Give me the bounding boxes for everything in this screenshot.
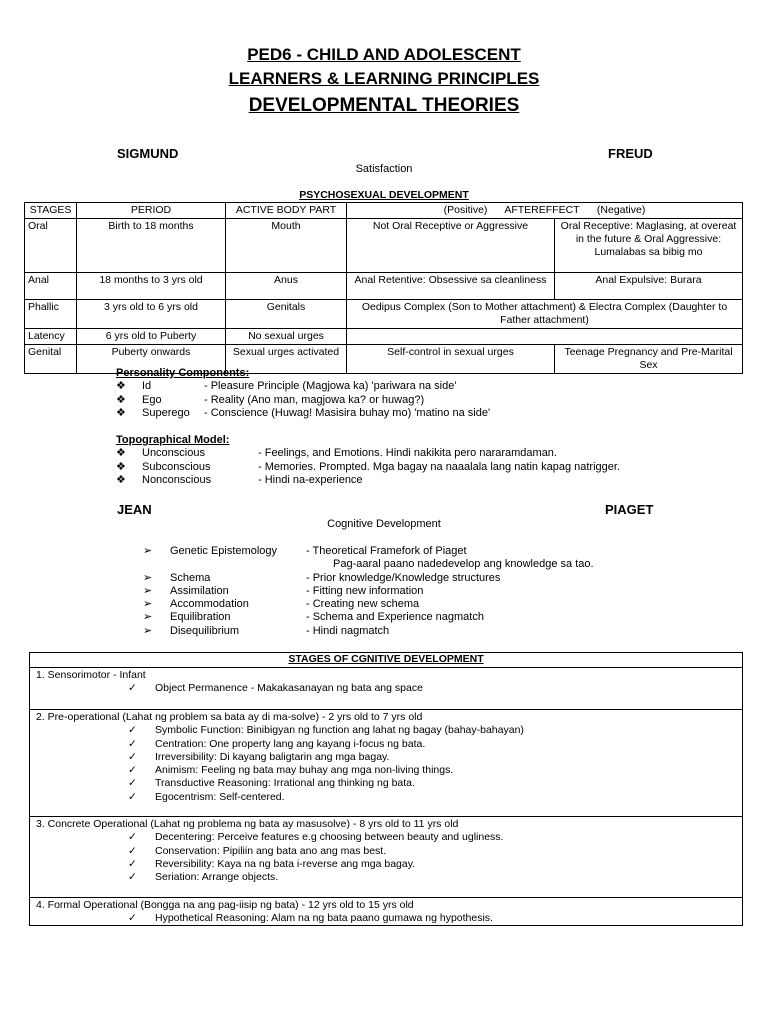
description: - Prior knowledge/Knowledge structures	[306, 571, 501, 584]
description: - Hindi na-experience	[258, 473, 363, 486]
list-item	[143, 545, 594, 558]
arrow-bullet-icon: ➢	[143, 624, 153, 637]
stage-title: 1. Sensorimotor - Infant	[36, 669, 146, 681]
header-cell: ACTIVE BODY PART	[226, 203, 347, 219]
stage-section	[30, 817, 742, 898]
psychosexual-table	[24, 202, 743, 374]
list-item	[143, 572, 594, 585]
doc-title-line3: DEVELOPMENTAL THEORIES	[248, 95, 520, 116]
table-cell: No sexual urges	[226, 329, 347, 345]
cognitive-stages-table	[29, 652, 743, 926]
list-item	[143, 625, 594, 638]
table-cell: Genital	[25, 345, 77, 374]
term: Ego	[142, 393, 162, 406]
check-icon: ✓	[128, 682, 137, 695]
table-row	[25, 300, 743, 329]
term: Subconscious	[142, 460, 211, 473]
stage-item	[36, 724, 742, 737]
doc-title-line1: PED6 - CHILD AND ADOLESCENT	[247, 45, 521, 64]
description: - Feelings, and Emotions. Hindi nakikita pero nararamdaman.	[258, 447, 557, 460]
description: - Reality (Ano man, magjowa ka? or huwag?)	[204, 393, 425, 406]
table-cell: Anal Expulsive: Burara	[555, 273, 743, 300]
term: Equilibration	[170, 611, 231, 624]
diamond-bullet-icon: ❖	[116, 380, 126, 393]
stage-item	[36, 871, 742, 884]
theorist-first-name: SIGMUND	[117, 146, 179, 161]
stage-item-text: Conservation: Pipiliin ang bata ano ang mas best.	[155, 844, 387, 857]
description: - Conscience (Huwag! Masisira buhay mo) 'matino na side'	[204, 406, 491, 419]
table-cell: 6 yrs old to Puberty	[77, 329, 226, 345]
stage-item	[36, 858, 742, 871]
term: Assimilation	[170, 584, 229, 597]
stage-section	[30, 668, 742, 710]
stage-item-text: Hypothetical Reasoning: Alam na ng bata paano gumawa ng hypothesis.	[155, 912, 493, 925]
term: Accommodation	[170, 598, 249, 611]
piaget-terms	[143, 545, 594, 638]
term: Id	[142, 380, 152, 393]
stage-item-text: Symbolic Function: Binibigyan ng function ang lahat ng bagay (bahay-bahayan)	[155, 724, 524, 737]
stage-item	[36, 912, 742, 925]
stage-section	[30, 898, 742, 925]
description: - Memories. Prompted. Mga bagay na naaalala lang natin kapag natrigger.	[258, 460, 620, 473]
stage-item	[36, 831, 742, 844]
term: Disequilibrium	[170, 624, 240, 637]
table-title: PSYCHOSEXUAL DEVELOPMENT	[299, 189, 469, 201]
list-item	[116, 447, 620, 460]
term: Schema	[170, 571, 211, 584]
arrow-bullet-icon: ➢	[143, 571, 153, 584]
list-item	[116, 407, 490, 420]
table-cell: Oral Receptive: Maglasing, at overeat in the future & Oral Aggressive: Lumalabas sa bibig mo	[555, 219, 743, 273]
stage-item-text: Irreversibility: Di kayang baligtarin ang mga bagay.	[155, 750, 390, 763]
diamond-bullet-icon: ❖	[116, 447, 126, 460]
diamond-bullet-icon: ❖	[116, 393, 126, 406]
stage-item-text: Reversibility: Kaya na ng bata i-reverse ang mga bagay.	[155, 857, 416, 870]
check-icon: ✓	[128, 750, 137, 763]
stage-item-text: Transductive Reasoning: Irrational ang thinking ng bata.	[155, 777, 415, 790]
table-row	[25, 329, 743, 345]
check-icon: ✓	[128, 777, 137, 790]
diamond-bullet-icon: ❖	[116, 406, 126, 419]
description: - Fitting new information	[306, 584, 424, 597]
arrow-bullet-icon: ➢	[143, 545, 153, 557]
arrow-bullet-icon: ➢	[143, 584, 153, 597]
term: Unconscious	[142, 447, 205, 460]
table-cell: Oedipus Complex (Son to Mother attachment) & Electra Complex (Daughter to Father attachment)	[347, 300, 743, 329]
table-row	[25, 219, 743, 273]
list-item	[116, 474, 620, 487]
table-cell: Anal Retentive: Obsessive sa cleanliness	[347, 273, 555, 300]
table-cell: 18 months to 3 yrs old	[77, 273, 226, 300]
stage-item-text: Seriation: Arrange objects.	[155, 871, 279, 884]
theorist-last-name: PIAGET	[605, 502, 654, 517]
list-item	[143, 598, 594, 611]
stage-item	[36, 791, 742, 804]
stage-item-text: Egocentrism: Self-centered.	[155, 790, 285, 803]
table-cell: Sexual urges activated	[226, 345, 347, 374]
term: Superego	[142, 406, 190, 419]
stage-item	[36, 682, 742, 695]
stage-item	[36, 845, 742, 858]
description: - Schema and Experience nagmatch	[306, 611, 484, 624]
check-icon: ✓	[128, 912, 137, 925]
check-icon: ✓	[128, 764, 137, 777]
stage-item	[36, 738, 742, 751]
check-icon: ✓	[128, 831, 137, 844]
term: Nonconscious	[142, 473, 212, 486]
diamond-bullet-icon: ❖	[116, 473, 126, 486]
header-cell: (Positive) AFTEREFFECT (Negative)	[347, 203, 743, 219]
topographical-model	[116, 434, 620, 487]
personality-components	[116, 367, 490, 420]
stage-section	[30, 710, 742, 817]
stage-item-text: Animism: Feeling ng bata may buhay ang mga non-living things.	[155, 764, 454, 777]
list-item-continuation	[143, 558, 594, 571]
arrow-bullet-icon: ➢	[143, 611, 153, 624]
header-cell: STAGES	[25, 203, 77, 219]
list-item	[143, 585, 594, 598]
table-cell: Oral	[25, 219, 77, 273]
table-cell: Not Oral Receptive or Aggressive	[347, 219, 555, 273]
check-icon: ✓	[128, 844, 137, 857]
check-icon: ✓	[128, 737, 137, 750]
description: - Theoretical Framefork of Piaget	[306, 545, 467, 557]
table-cell: Self-control in sexual urges	[347, 345, 555, 374]
stage-item	[36, 764, 742, 777]
stage-item	[36, 751, 742, 764]
check-icon: ✓	[128, 790, 137, 803]
personality-title: Personality Components:	[116, 367, 250, 379]
list-item	[116, 394, 490, 407]
section-subtitle: Cognitive Development	[327, 518, 441, 530]
table-cell: Mouth	[226, 219, 347, 273]
stage-title: 4. Formal Operational (Bongga na ang pag-iisip ng bata) - 12 yrs old to 15 yrs old	[36, 899, 414, 911]
stage-title: 2. Pre-operational (Lahat ng problem sa bata ay di ma-solve) - 2 yrs old to 7 yrs old	[36, 711, 423, 723]
check-icon: ✓	[128, 857, 137, 870]
table-cell	[347, 329, 743, 345]
doc-title-line2: LEARNERS & LEARNING PRINCIPLES	[228, 69, 540, 88]
table-header-row	[25, 203, 743, 219]
stage-item-text: Decentering: Perceive features e.g choosing between beauty and ugliness.	[155, 831, 504, 844]
list-item	[116, 461, 620, 474]
table-cell: Puberty onwards	[77, 345, 226, 374]
table-cell: 3 yrs old to 6 yrs old	[77, 300, 226, 329]
check-icon: ✓	[128, 871, 137, 884]
table-cell: Latency	[25, 329, 77, 345]
list-item	[116, 380, 490, 393]
table-cell: Phallic	[25, 300, 77, 329]
theorist-last-name: FREUD	[608, 146, 653, 161]
table-cell: Teenage Pregnancy and Pre-Marital Sex	[555, 345, 743, 374]
description: - Pleasure Principle (Magjowa ka) 'pariwara na side'	[204, 380, 457, 393]
cognitive-stages-title: STAGES OF CGNITIVE DEVELOPMENT	[30, 653, 742, 668]
table-cell: Anus	[226, 273, 347, 300]
check-icon: ✓	[128, 724, 137, 737]
description: - Creating new schema	[306, 598, 420, 611]
stage-item	[36, 777, 742, 790]
table-cell: Anal	[25, 273, 77, 300]
diamond-bullet-icon: ❖	[116, 460, 126, 473]
topographical-title: Topographical Model:	[116, 434, 230, 446]
stage-item-text: Centration: One property lang ang kayang i-focus ng bata.	[155, 737, 426, 750]
stage-title: 3. Concrete Operational (Lahat ng problema ng bata ay masusolve) - 8 yrs old to 11 yrs old	[36, 818, 459, 830]
description: - Hindi nagmatch	[306, 624, 390, 637]
arrow-bullet-icon: ➢	[143, 598, 153, 611]
list-item	[143, 611, 594, 624]
section-subtitle: Satisfaction	[355, 163, 413, 175]
table-cell: Genitals	[226, 300, 347, 329]
table-row	[25, 273, 743, 300]
theorist-first-name: JEAN	[117, 502, 152, 517]
description-extra: Pag-aaral paano nadedevelop ang knowledge sa tao.	[333, 558, 594, 571]
table-cell: Birth to 18 months	[77, 219, 226, 273]
stage-item-text: Object Permanence - Makakasanayan ng bata ang space	[155, 682, 423, 695]
header-cell: PERIOD	[77, 203, 226, 219]
term: Genetic Epistemology	[170, 545, 277, 557]
